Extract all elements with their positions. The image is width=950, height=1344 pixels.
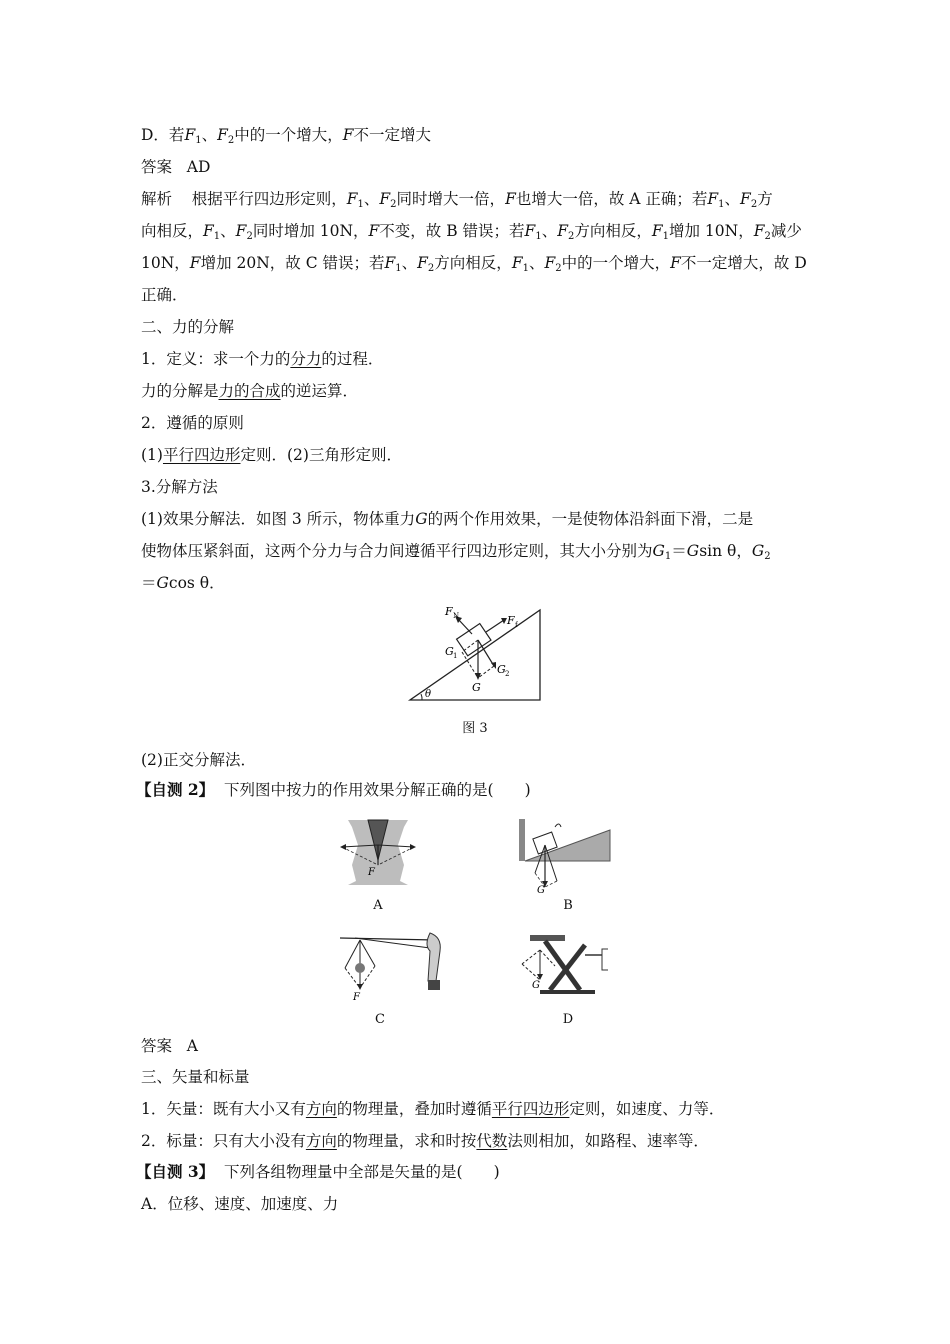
figure-3-incline (400, 600, 550, 710)
option-a-line: A．位移、速度、加速度、力 (141, 1195, 339, 1213)
section-2-heading: 二、力的分解 (141, 318, 235, 336)
option-d-line: D．若$F_1$、$F_2$中的一个增大，F不一定增大 (141, 126, 432, 146)
svg-text:f: f (515, 621, 518, 629)
option-a-caption: A (373, 898, 383, 913)
svg-text:G: G (445, 645, 454, 658)
option-figure-a (338, 815, 418, 890)
rule-title: 2．遵循的原则 (141, 414, 244, 432)
figure-3-caption: 图 3 (462, 721, 488, 736)
self-test-3: 【自测 3】 下列各组物理量中全部是矢量的是( ) (136, 1162, 500, 1181)
option-figure-d (510, 930, 615, 1000)
analysis-line-4: 正确． (141, 286, 188, 304)
svg-text:F: F (445, 605, 453, 618)
analysis-line-1: 解析 根据平行四边形定则，$F_1$、$F_2$同时增大一倍，F也增大一倍，故 A 正确；若$F_1$、$F_2$方 (141, 190, 773, 210)
analysis-line-3: 10N，F增加 20N，故 C 错误；若$F_1$、$F_2$方向相反，$F_1$、$F_2$中的一个增大，F不一定增大，故 D (141, 254, 807, 274)
svg-text:1: 1 (453, 652, 458, 660)
svg-text:F: F (507, 614, 515, 627)
answer-1: 答案 AD (141, 158, 211, 176)
svg-text:G: G (532, 980, 540, 991)
scalar-line: 2．标量：只有大小没有方向的物理量，求和时按代数法则相加，如路程、速率等． (141, 1132, 709, 1150)
method-line-1: (1)效果分解法．如图 3 所示，物体重力G的两个作用效果，一是使物体沿斜面下滑，二是 (141, 510, 754, 528)
self-test-2: 【自测 2】 下列图中按力的作用效果分解正确的是( ) (136, 780, 531, 799)
svg-text:G: G (472, 681, 481, 694)
svg-text:G: G (537, 885, 545, 895)
svg-text:θ: θ (425, 689, 432, 700)
option-b-caption: B (563, 898, 573, 913)
option-d-caption: D (562, 1012, 574, 1027)
svg-text:N: N (453, 612, 460, 620)
section-3-heading: 三、矢量和标量 (141, 1068, 250, 1086)
option-figure-c (335, 928, 455, 1008)
vector-line: 1．矢量：既有大小又有方向的物理量，叠加时遵循平行四边形定则，如速度、力等． (141, 1100, 725, 1118)
option-c-caption: C (375, 1012, 385, 1027)
method-title: 3.分解方法 (141, 478, 218, 496)
orthogonal-line: (2)正交分解法． (141, 751, 256, 769)
option-figure-b (515, 815, 615, 895)
svg-text:F: F (368, 867, 375, 878)
rule-line: (1)平行四边形定则．(2)三角形定则． (141, 446, 402, 464)
method-line-2: 使物体压紧斜面，这两个分力与合力间遵循平行四边形定则，其大小分别为$G_1=Gsin$ θ，$G_2$ (141, 542, 771, 562)
definition-line: 1．定义：求一个力的分力的过程． (141, 350, 384, 368)
svg-text:2: 2 (505, 670, 510, 678)
svg-text:F: F (353, 992, 360, 1003)
answer-2: 答案 A (141, 1037, 198, 1055)
inverse-line: 力的分解是力的合成的逆运算． (141, 382, 359, 400)
analysis-line-2: 向相反，$F_1$、$F_2$同时增加 10N，F不变，故 B 错误；若$F_1$、$F_2$方向相反，$F_1$增加 10N，$F_2$减少 (141, 222, 802, 242)
svg-text:G: G (497, 663, 506, 676)
method-line-3: ＝Gcos θ． (141, 574, 225, 592)
